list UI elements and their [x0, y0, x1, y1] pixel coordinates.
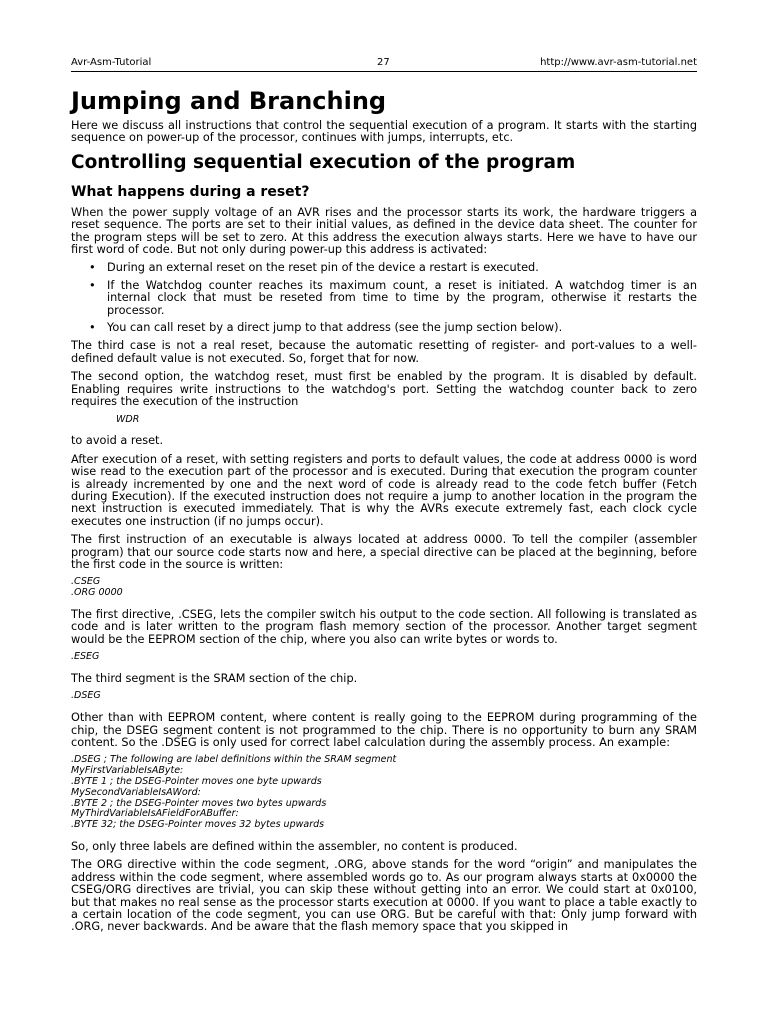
bullet-list	[71, 262, 697, 334]
code-dseg: .DSEG	[71, 690, 101, 702]
code-line: .DSEG ; The following are label definitions within the SRAM segment	[71, 754, 397, 766]
page-header	[71, 57, 697, 72]
code-eseg: .ESEG	[71, 651, 100, 663]
code-line: .BYTE 1 ; the DSEG-Pointer moves one byte upwards	[71, 775, 322, 787]
code-example	[71, 755, 697, 831]
header-title: Avr-Asm-Tutorial	[71, 57, 152, 68]
page-content	[71, 86, 697, 940]
code-line: MySecondVariableIsAWord:	[71, 786, 201, 798]
code-cseg	[71, 577, 697, 599]
code-line: .CSEG	[71, 576, 101, 588]
paragraph: The third segment is the SRAM section of the chip.	[71, 671, 358, 685]
paragraph: The first instruction of an executable is always located at address 0000. To tell the compiler (assembler program) that our source code starts now and here, a special directive can be placed at the beginning, before the first code in the source is written:	[71, 533, 697, 571]
subsection-heading: What happens during a reset?	[71, 183, 310, 200]
paragraph: After execution of a reset, with setting registers and ports to default values, the code at address 0000 is word wise read to the execution part of the processor and is executed. During that execution the program counter is already incremented by one and the next word of code is already read to the code fetch buffer (Fetch during Execution). If the executed instruction does not require a jump to another location in the program the next instruction is executed immediately. That is why the AVRs execute extremely fast, each clock cycle executes one instruction (if no jumps occur).	[71, 452, 697, 528]
paragraph: The second option, the watchdog reset, must first be enabled by the program. It is disabled by default. Enabling requires write instructions to the watchdog's port. Setting the watchdog counter back to zero requires the execution of the instruction	[71, 370, 697, 409]
paragraph: The first directive, .CSEG, lets the compiler switch his output to the code section. All following is translated as code and is later written to the program flash memory section of the processor. Another target segment would be the EEPROM section of the chip, where you also can write bytes or words to.	[71, 607, 697, 646]
code-line: .BYTE 2 ; the DSEG-Pointer moves two bytes upwards	[71, 797, 327, 809]
code-line: .BYTE 32; the DSEG-Pointer moves 32 bytes upwards	[71, 819, 325, 831]
paragraph: to avoid a reset.	[71, 434, 164, 448]
list-item: • You can call reset by a direct jump to that address (see the jump section below).	[107, 322, 697, 334]
paragraph: The third case is not a real reset, because the automatic resetting of register- and port-values to a well-defined default value is not executed. So, forget that for now.	[71, 339, 697, 365]
paragraph: Other than with EEPROM content, where content is really going to the EEPROM during programming of the chip, the DSEG segment content is not programmed to the chip. There is no opportunity to burn any SRAM content. So the .DSEG is only used for correct label calculation during the assembly process. An example:	[71, 711, 697, 749]
section-heading: Controlling sequential execution of the program	[71, 151, 576, 173]
paragraph: So, only three labels are defined within the assembler, no content is produced.	[71, 839, 518, 853]
header-url: http://www.avr-asm-tutorial.net	[540, 57, 697, 68]
chapter-title: Jumping and Branching	[71, 87, 387, 115]
code-line: MyThirdVariableIsAFieldForABuffer:	[71, 808, 239, 820]
paragraph: The ORG directive within the code segment, .ORG, above stands for the word “origin” and manipulates the address within the code segment, where assembled words go to. As our program always starts at 0x0000 the CSEG/ORG directives are trivial, you can skip these without getting into an error. We could start at 0x0100, but that makes no real sense as the processor starts execution at 0000. If you want to place a table exactly to a certain location of the code segment, you can use ORG. But be careful with that: Only jump forward with .ORG, never backwards. And be aware that the flash memory space that you skipped in	[71, 858, 697, 934]
code-line: MyFirstVariableIsAByte:	[71, 765, 184, 777]
paragraph: When the power supply voltage of an AVR rises and the processor starts its work, the hardware triggers a reset sequence. The ports are set to their initial values, as defined in the device data sheet. The counter for the program steps will be set to zero. At this address the execution always starts. Here we have to have our first word of code. But not only during power-up this address is activated:	[71, 205, 697, 257]
page-number: 27	[377, 57, 390, 68]
list-item: • If the Watchdog counter reaches its maximum count, a reset is initiated. A watchdog timer is an internal clock that must be reseted from time to time by the program, otherwise it restarts the processor.	[107, 280, 697, 317]
code-line: .ORG 0000	[71, 587, 123, 599]
code-wdr: WDR	[116, 413, 140, 425]
intro-paragraph: Here we discuss all instructions that control the sequential execution of a program. It starts with the starting sequence on power-up of the processor, continues with jumps, interrupts, etc.	[71, 119, 697, 145]
list-item: • During an external reset on the reset pin of the device a restart is executed.	[107, 262, 697, 274]
